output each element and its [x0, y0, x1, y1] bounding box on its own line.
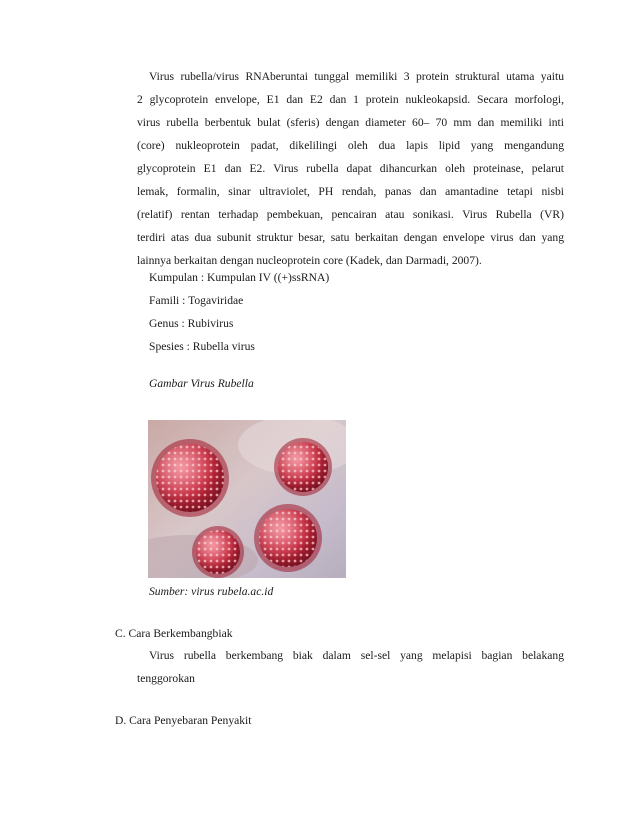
paragraph-line-7: (relatif) rentan terhadap pembekuan, pencairan atau sonikasi. Virus Rubella (VR) [137, 208, 564, 221]
section-c-line-1: Virus rubella berkembang biak dalam sel-sel yang melapisi bagian belakang [149, 649, 564, 662]
paragraph-line-6: lemak, formalin, sinar ultraviolet, PH rendah, panas dan amantadine tetapi nisbi [137, 185, 564, 198]
paragraph-line-3: virus rubella berbentuk bulat (sferis) dengan diameter 60– 70 mm dan memiliki inti [137, 116, 564, 129]
taxonomy-genus: Genus : Rubivirus [149, 317, 234, 330]
paragraph-line-8: terdiri atas dua subunit struktur besar, satu berkaitan dengan envelope virus dan yang [137, 231, 564, 244]
section-c-heading: C. Cara Berkembangbiak [115, 627, 233, 640]
rubella-virus-image [148, 420, 346, 578]
taxonomy-kumpulan: Kumpulan : Kumpulan IV ((+)ssRNA) [149, 271, 330, 284]
taxonomy-spesies: Spesies : Rubella virus [149, 340, 255, 353]
section-c-line-2: tenggorokan [137, 672, 195, 685]
figure-source: Sumber: virus rubela.ac.id [149, 585, 274, 598]
paragraph-line-4: (core) nukleoprotein padat, dikelilingi oleh dua lapis lipid yang mengandung [137, 139, 564, 152]
paragraph-line-9: lainnya berkaitan dengan nucleoprotein core (Kadek, dan Darmadi, 2007). [137, 254, 482, 267]
section-d-heading: D. Cara Penyebaran Penyakit [115, 714, 252, 727]
paragraph-line-5: glycoprotein E1 dan E2. Virus rubella dapat dihancurkan oleh proteinase, pelarut [137, 162, 564, 175]
paragraph-line-2: 2 glycoprotein envelope, E1 dan E2 dan 1 protein nukleokapsid. Secara morfologi, [137, 93, 564, 106]
taxonomy-famili: Famili : Togaviridae [149, 294, 244, 307]
paragraph-line-1: Virus rubella/virus RNAberuntai tunggal memiliki 3 protein struktural utama yaitu [149, 70, 564, 83]
figure-caption: Gambar Virus Rubella [149, 377, 254, 390]
